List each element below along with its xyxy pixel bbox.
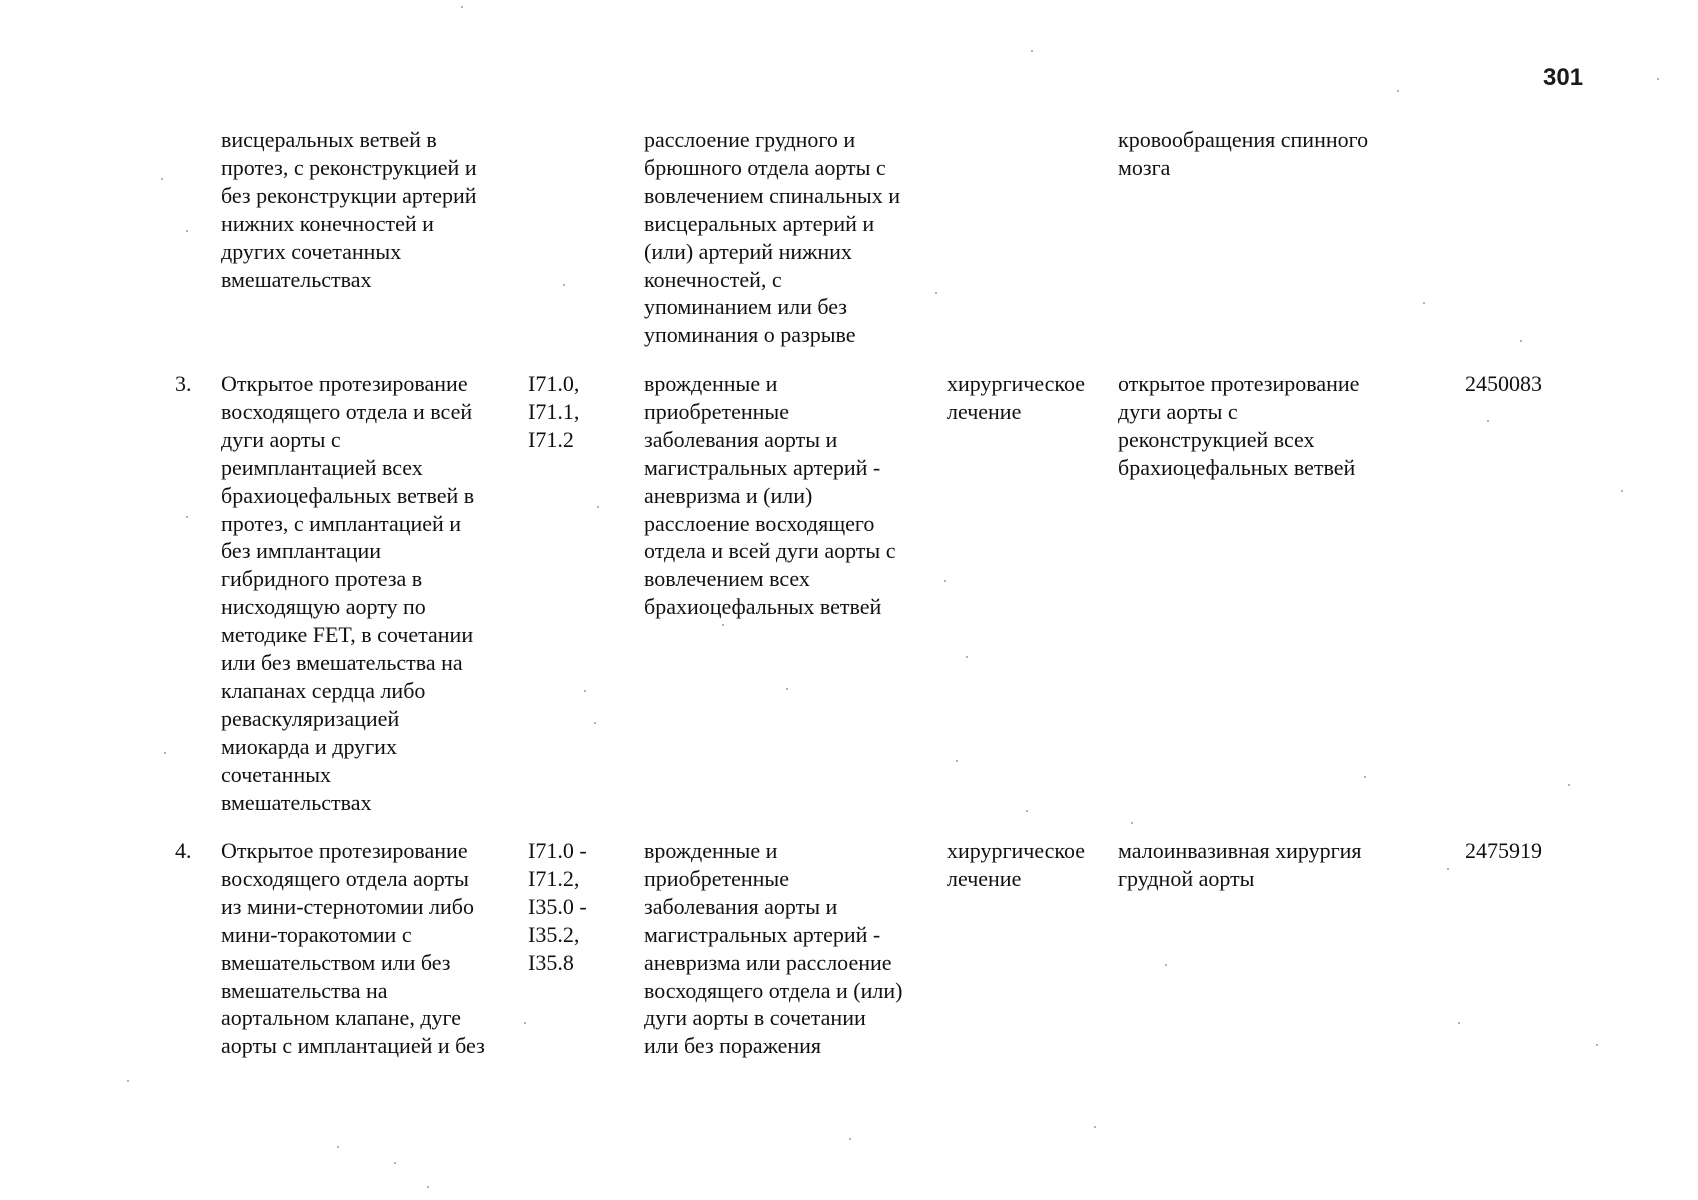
scan-speck — [427, 1186, 429, 1188]
scan-speck — [1094, 1126, 1096, 1128]
scan-speck — [849, 1138, 851, 1140]
cost-norm: 2475919 — [1465, 838, 1542, 863]
scan-speck — [394, 1162, 396, 1164]
scan-speck — [563, 284, 565, 286]
scan-speck — [944, 580, 946, 582]
intervention-name: висцеральных ветвей в протез, с реконструкцией и без реконструкции артерий нижних конечностей и других сочетанных вмешательствах — [221, 127, 477, 292]
treatment-type: хирургическое лечение — [947, 838, 1086, 891]
scan-speck — [594, 722, 596, 724]
scan-speck — [1447, 868, 1449, 870]
scan-speck — [1364, 776, 1366, 778]
diagnosis: расслоение грудного и брюшного отдела аорты с вовлечением спинальных и висцеральных артерий и (или) артерий нижних конечностей, с упоминанием или без упоминания о разрыве — [644, 127, 900, 348]
scan-speck — [1487, 420, 1489, 422]
scan-speck — [164, 752, 166, 754]
scan-speck — [1031, 50, 1033, 52]
diagnosis: врожденные и приобретенные заболевания аорты и магистральных артерий - аневризма или расслоение восходящего отдела и (или) дуги аорты в сочетании или без поражения — [644, 838, 903, 1059]
scan-speck — [935, 292, 937, 294]
page-number: 301 — [1543, 64, 1584, 91]
scan-speck — [597, 506, 599, 508]
cost-norm: 2450083 — [1465, 371, 1542, 396]
scan-speck — [1568, 784, 1570, 786]
scan-speck — [1520, 340, 1522, 342]
treatment-method: малоинвазивная хирургия грудной аорты — [1118, 838, 1362, 891]
diagnosis: врожденные и приобретенные заболевания аорты и магистральных артерий - аневризма и (или) расслоение восходящего отдела и всей дуги аорты с вовлечением всех брахиоцефальных ветвей — [644, 371, 896, 620]
scan-speck — [1458, 1022, 1460, 1024]
scan-speck — [186, 230, 188, 232]
scan-speck — [1026, 810, 1028, 812]
scan-speck — [127, 1080, 129, 1082]
scan-speck — [1131, 822, 1133, 824]
scan-speck — [186, 516, 188, 518]
icd-codes: I71.0, I71.1, I71.2 — [528, 371, 580, 452]
scan-speck — [461, 6, 463, 8]
row-number: 3. — [175, 371, 192, 396]
treatment-method: кровообращения спинного мозга — [1118, 127, 1369, 180]
scan-speck — [584, 690, 586, 692]
scan-speck — [956, 760, 958, 762]
scan-speck — [337, 1146, 339, 1148]
intervention-name: Открытое протезирование восходящего отдела аорты из мини-стернотомии либо мини-торакотомии с вмешательством или без вмешательства на аортальном клапане, дуге аорты с имплантацией и без — [221, 838, 485, 1059]
scan-speck — [1621, 490, 1623, 492]
scan-speck — [524, 1022, 526, 1024]
scan-speck — [786, 688, 788, 690]
treatment-method: открытое протезирование дуги аорты с реконструкцией всех брахиоцефальных ветвей — [1118, 371, 1360, 480]
icd-codes: I71.0 - I71.2, I35.0 - I35.2, I35.8 — [528, 838, 587, 975]
scan-speck — [1657, 78, 1659, 80]
scan-speck — [722, 624, 724, 626]
scan-speck — [1165, 964, 1167, 966]
treatment-type: хирургическое лечение — [947, 371, 1086, 424]
row-number: 4. — [175, 838, 192, 863]
scan-speck — [966, 656, 968, 658]
intervention-name: Открытое протезирование восходящего отдела и всей дуги аорты с реимплантацией всех брахиоцефальных ветвей в протез, с имплантацией и без имплантации гибридного протеза в нисходящую аорту по методике FET, в сочетании или без вмешательства на клапанах сердца либо реваскуляризацией миокарда и других сочетанных вмешательствах — [221, 371, 475, 815]
scan-speck — [1596, 1044, 1598, 1046]
scan-speck — [161, 178, 163, 180]
scan-speck — [1423, 302, 1425, 304]
scan-speck — [1397, 90, 1399, 92]
